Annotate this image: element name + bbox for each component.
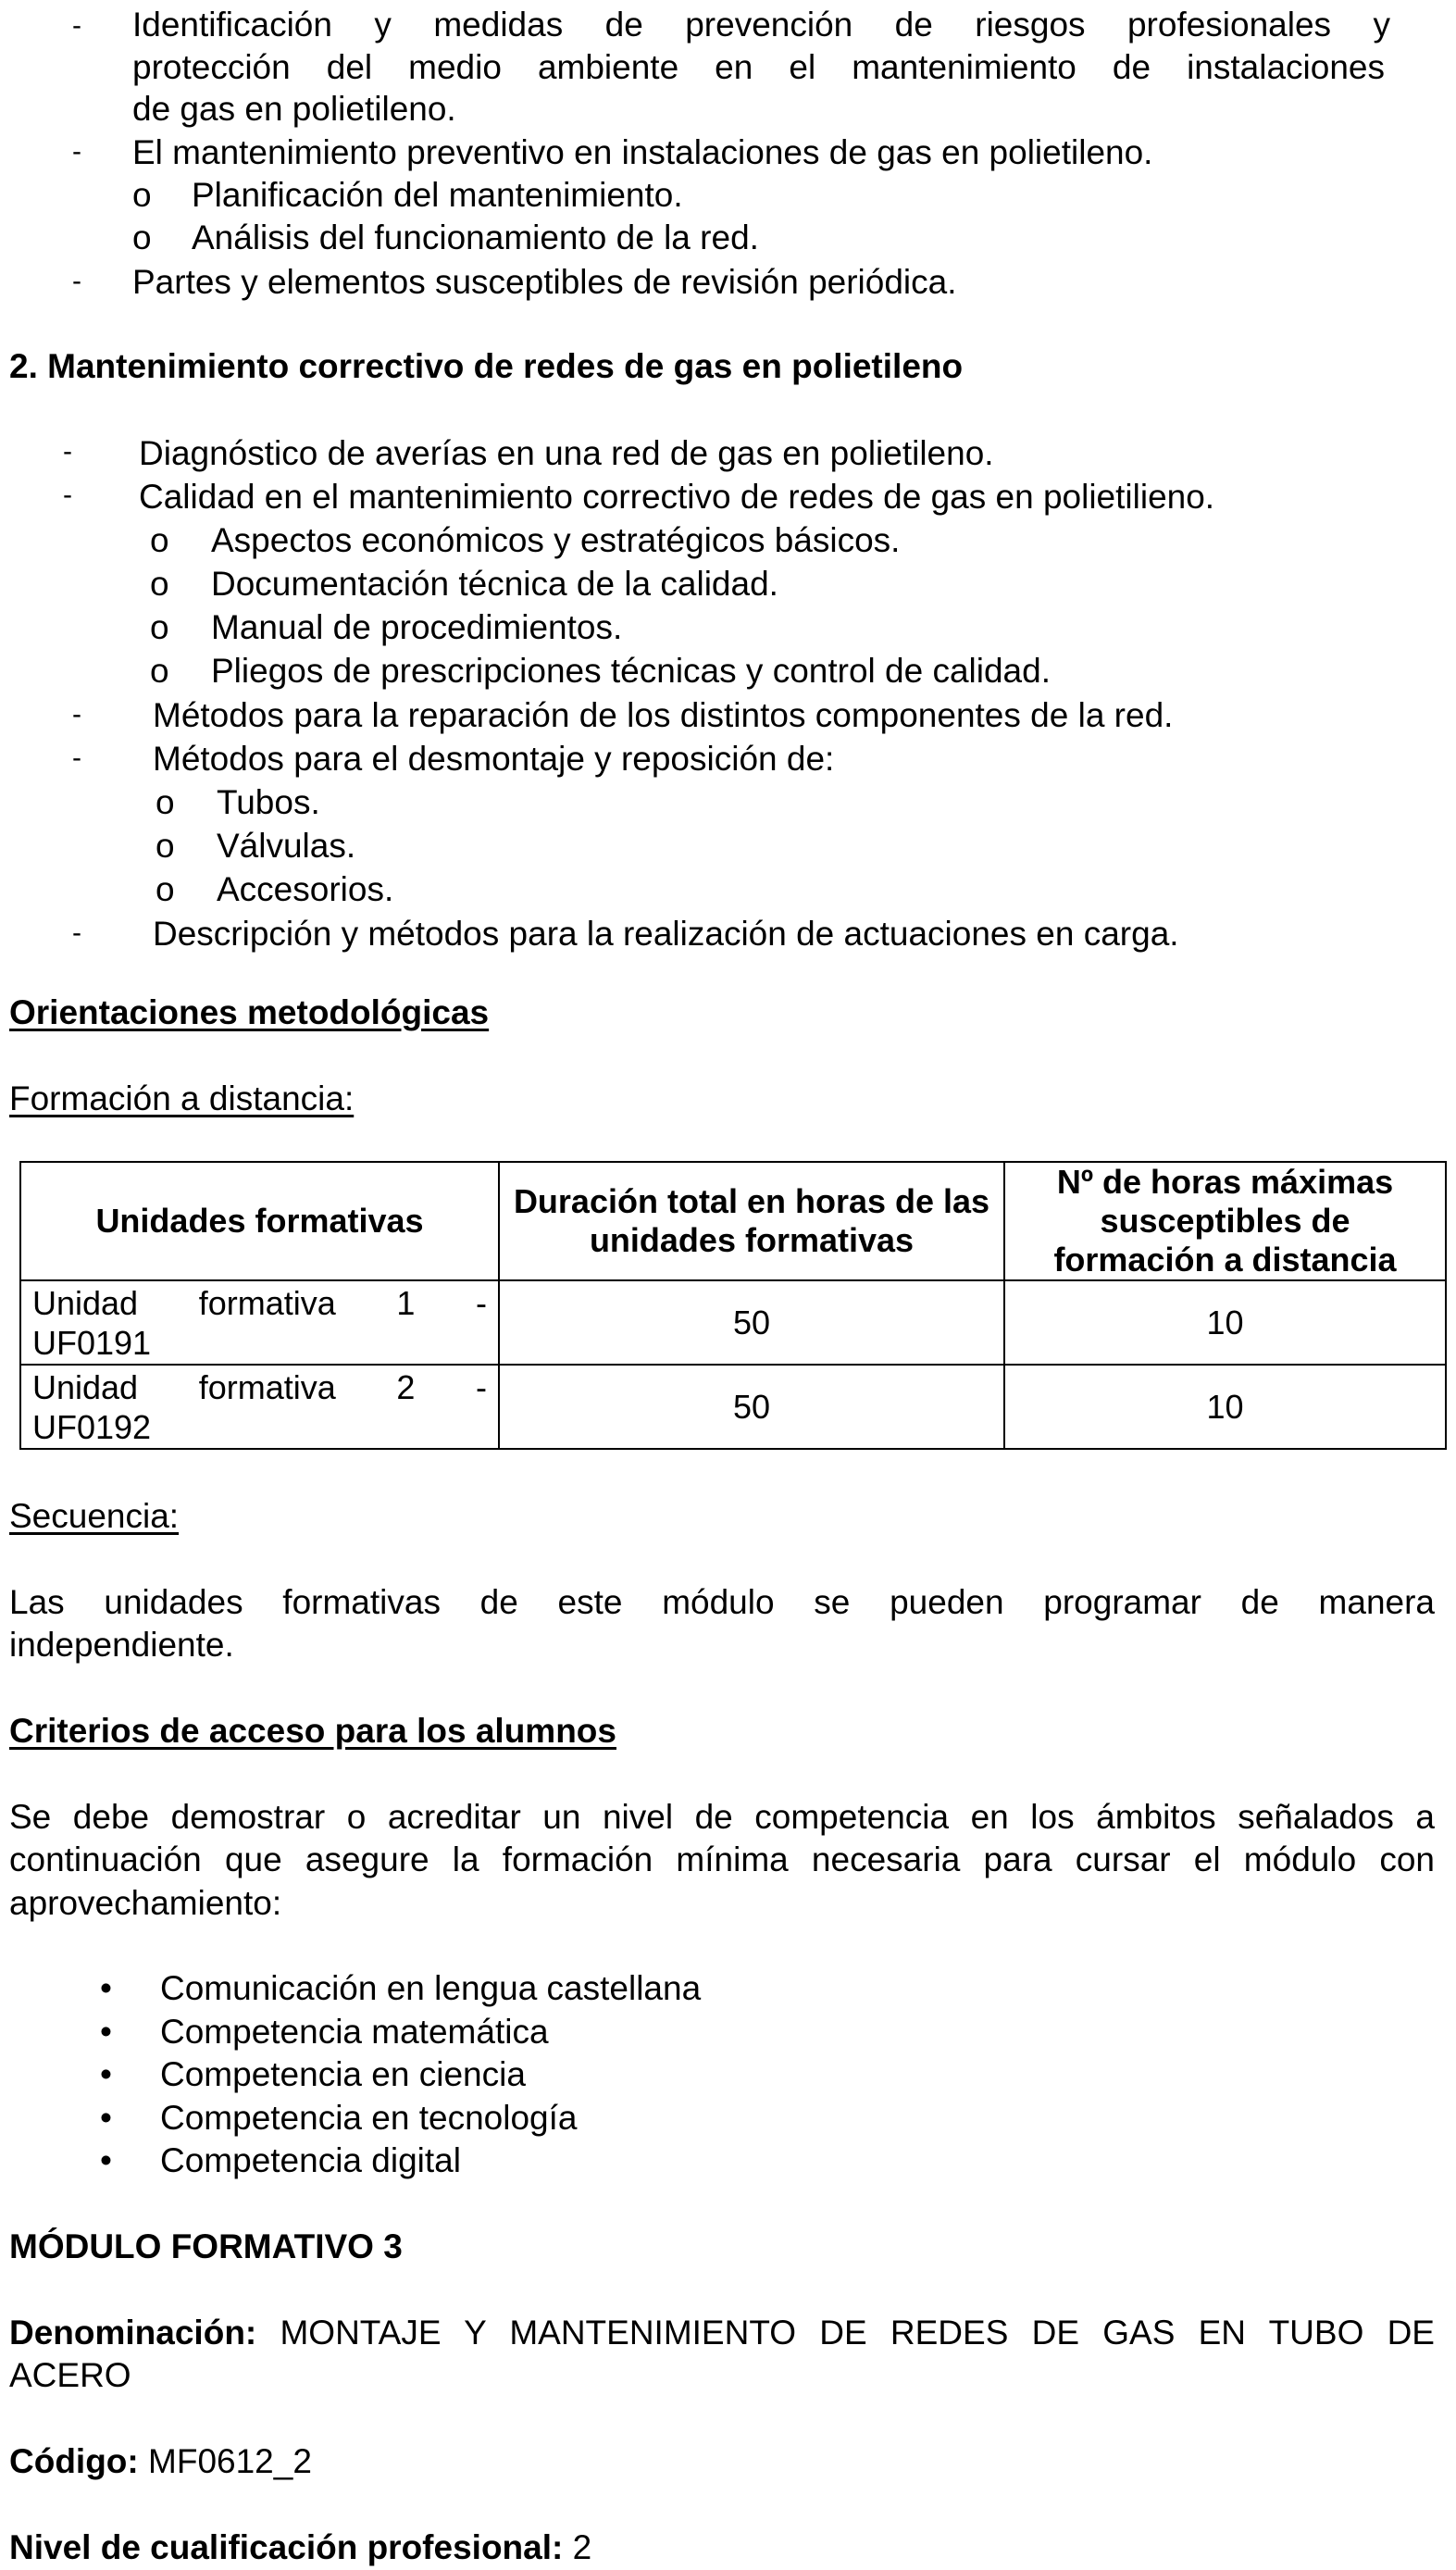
sublist-item-economic: Aspectos económicos y estratégicos básicos. (211, 521, 901, 559)
list-item-diagnosis: Diagnóstico de averías en una red de gas en polietileno. (139, 434, 994, 472)
sublist-item-analysis: Análisis del funcionamiento de la red. (192, 218, 759, 256)
sublist-circle: o (132, 218, 152, 256)
sublist-circle: o (156, 783, 175, 821)
table-cell-unit: Unidad formativa 1 - UF0191 (20, 1280, 499, 1365)
sublist-item-valves: Válvulas. (217, 827, 356, 865)
module-denomination-line1: Denominación: MONTAJE Y MANTENIMIENTO DE REDES DE GAS EN TUBO DE (9, 2314, 1435, 2352)
sublist-item-manual: Manual de procedimientos. (211, 608, 623, 646)
list-dash: - (72, 266, 81, 296)
list-dash: - (63, 436, 72, 467)
sequence-text-line1: Las unidades formativas de este módulo se pueden programar de manera (9, 1583, 1435, 1621)
module-level-value: 2 (572, 2528, 592, 2566)
bullet-dot: • (100, 2013, 112, 2051)
label-distance-training: Formación a distancia: (9, 1079, 355, 1117)
sublist-item-accessories: Accesorios. (217, 870, 394, 908)
module-code-label: Código: (9, 2442, 139, 2480)
access-text-line3: aprovechamiento: (9, 1884, 282, 1922)
bullet-dot: • (100, 2141, 112, 2179)
competency-item: Competencia en tecnología (160, 2099, 578, 2137)
list-item-load-actions: Descripción y métodos para la realización de actuaciones en carga. (153, 915, 1179, 953)
module-denomination-line2: ACERO (9, 2356, 131, 2394)
module-code-value: MF0612_2 (148, 2442, 312, 2480)
table-row (20, 1280, 1446, 1365)
competency-item: Competencia digital (160, 2141, 461, 2179)
list-dash: - (63, 480, 72, 510)
training-units-table (19, 1161, 1447, 1450)
module-level-label: Nivel de cualificación profesional: (9, 2528, 564, 2566)
table-header-units: Unidades formativas (20, 1162, 499, 1280)
module-code (9, 2439, 312, 2483)
access-text-line2: continuación que asegure la formación mínima necesaria para cursar el módulo con (9, 1840, 1435, 1878)
sublist-circle: o (150, 565, 169, 603)
label-sequence: Secuencia: (9, 1497, 180, 1535)
bullet-dot: • (100, 2055, 112, 2093)
competency-item: Competencia matemática (160, 2013, 549, 2051)
list-item-repair-methods: Métodos para la reparación de los distintos componentes de la red. (153, 696, 1174, 734)
table-cell-unit: Unidad formativa 2 - UF0192 (20, 1365, 499, 1449)
sublist-circle: o (132, 176, 152, 214)
bullet-dot: • (100, 2099, 112, 2137)
table-cell-distance: 10 (1004, 1365, 1446, 1449)
table-header-row (20, 1162, 1446, 1280)
table-header-duration: Duración total en horas de las unidades formativas (499, 1162, 1004, 1280)
list-item-risk-prevention: Identificación y medidas de prevención de riesgos profesionales y (132, 6, 1390, 44)
list-item-parts-elements: Partes y elementos susceptibles de revisión periódica. (132, 263, 957, 301)
list-dash: - (72, 10, 81, 41)
list-item-preventive-maintenance: El mantenimiento preventivo en instalaciones de gas en polietileno. (132, 133, 1153, 171)
list-item-risk-prevention-line3: de gas en polietileno. (132, 90, 456, 128)
sublist-item-planning: Planificación del mantenimiento. (192, 176, 683, 214)
module-level (9, 2526, 591, 2569)
sublist-item-tubes: Tubos. (217, 783, 320, 821)
table-header-distance-hours: Nº de horas máximas susceptibles de formación a distancia (1004, 1162, 1446, 1280)
list-dash: - (72, 136, 81, 167)
list-item-risk-prevention-line2: protección del medio ambiente en el mantenimiento de instalaciones (132, 48, 1385, 86)
sublist-item-specifications: Pliegos de prescripciones técnicas y control de calidad. (211, 652, 1051, 690)
sublist-item-documentation: Documentación técnica de la calidad. (211, 565, 778, 603)
sublist-circle: o (156, 827, 175, 865)
sublist-circle: o (150, 521, 169, 559)
list-dash: - (72, 742, 81, 773)
module-title: MÓDULO FORMATIVO 3 (9, 2227, 403, 2265)
competency-item: Competencia en ciencia (160, 2055, 526, 2093)
table-row (20, 1365, 1446, 1449)
list-item-quality: Calidad en el mantenimiento correctivo de redes de gas en polietilieno. (139, 478, 1215, 516)
competency-item: Comunicación en lengua castellana (160, 1969, 702, 2007)
heading-access-criteria: Criterios de acceso para los alumnos (9, 1712, 616, 1750)
sublist-circle: o (150, 652, 169, 690)
table-cell-hours: 50 (499, 1365, 1004, 1449)
table-cell-distance: 10 (1004, 1280, 1446, 1365)
access-text-line1: Se debe demostrar o acreditar un nivel de competencia en los ámbitos señalados a (9, 1798, 1435, 1836)
sublist-circle: o (156, 870, 175, 908)
list-item-dismantle-methods: Métodos para el desmontaje y reposición de: (153, 740, 835, 778)
sequence-text-line2: independiente. (9, 1626, 234, 1664)
table-cell-hours: 50 (499, 1280, 1004, 1365)
bullet-dot: • (100, 1969, 112, 2007)
sublist-circle: o (150, 608, 169, 646)
heading-orientations: Orientaciones metodológicas (9, 993, 490, 1031)
section-heading-corrective-maintenance: 2. Mantenimiento correctivo de redes de gas en polietileno (9, 347, 964, 385)
list-dash: - (72, 699, 81, 730)
list-dash: - (72, 917, 81, 948)
